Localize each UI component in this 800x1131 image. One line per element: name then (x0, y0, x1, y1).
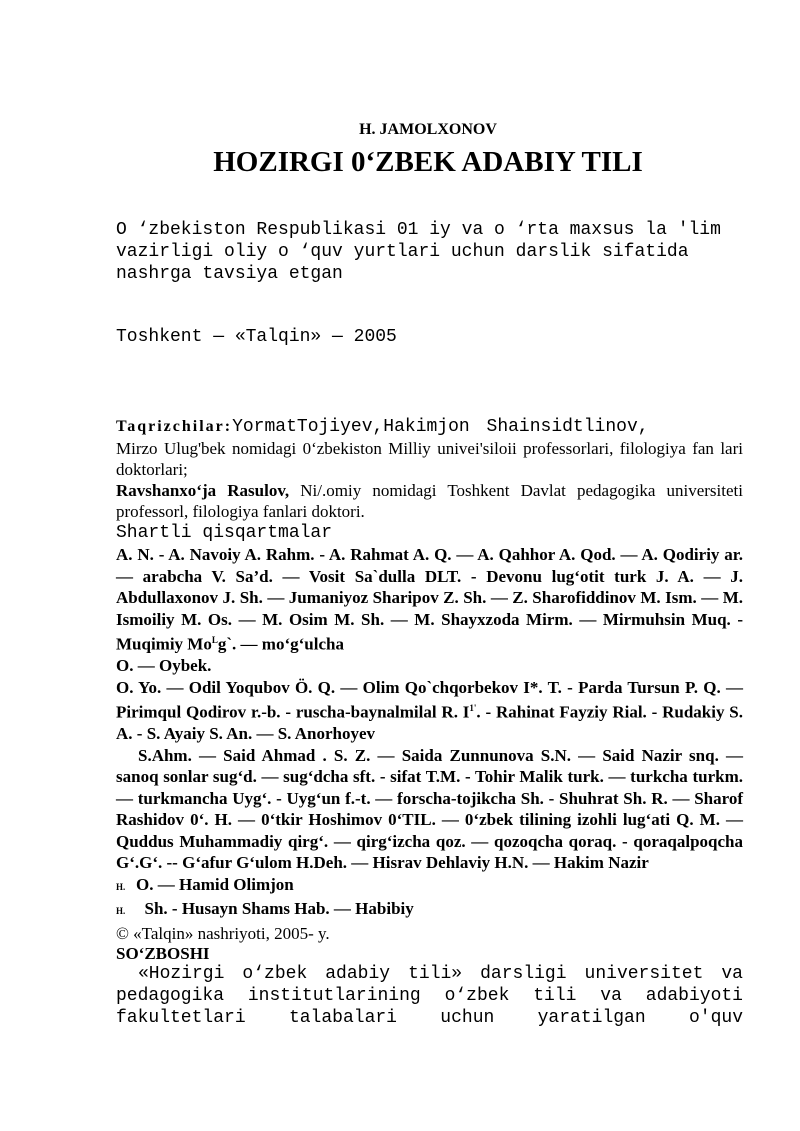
reviewers-names: YormatTojiyev,Hakimjon Shainsidtlinov, (232, 417, 649, 437)
preface-line-1: «Hozirgi o‘zbek adabiy tili» darsligi universitet va (138, 963, 743, 984)
preface-text (116, 963, 743, 1029)
abbreviations-paragraph-3: S.Ahm. — Said Ahmad . S. Z. — Saida Zunnunova S.N. — Said Nazir snq. — sanoq sonlar sug‘d. — sug‘dcha sft. - sifat T.M. - Tohir Malik turk. — turkcha turkm. — turkmancha Uyg‘. - Uyg‘un f.-t. — forscha-tojikcha Sh. - Shuhrat Sh. R. — Sharof Rashidov 0‘. H. — 0‘tkir Hoshimov 0‘TIL. — 0‘zbek tilining izohli lug‘ati Q. M. — Quddus Muhammadiy qirg‘. — qirg‘izcha qoz. — qozoqcha qoraq. - qoraqalpoqcha G‘.G‘. -- G‘afur G‘ulom H.Deh. — Hisrav Dehlaviy H.N. — Hakim Nazir (116, 745, 743, 873)
reviewer-2-name: Ravshanxo‘ja Rasulov, (116, 481, 290, 500)
abbreviations-hamid: H. O. — Hamid Olimjon (116, 874, 294, 894)
author-name: H. JAMOLXONOV (359, 121, 497, 138)
approval-note: O ‘zbekiston Respublikasi 01 iy va o ‘rta maxsus la 'lim vazirligi oliy o ‘quv yurtlari uchun darslik sifatida nashrga tavsiya etgan (116, 220, 721, 284)
reviewer-2-affiliation: Ni/.omiy nomidagi Toshkent Davlat pedagogika universiteti professorl, filologiya fanlari doktori. (116, 481, 743, 521)
preface-heading: SO‘ZBOSHI (116, 943, 210, 963)
reviewers-section (116, 414, 743, 522)
imprint-line: Toshkent — «Talqin» — 2005 (116, 327, 397, 347)
reviewers-line (116, 414, 743, 438)
reviewers-label: Taqrizchilar: (116, 418, 233, 435)
reviewers-affiliation-1: Mirzo Ulug'bek nomidagi 0‘zbekiston Milliy univei'siloii professorlari, filologiya fan lari doktorlari; (116, 439, 743, 479)
abbreviations-section (116, 522, 743, 1029)
preface-line-3: fakultetlari talabalari uchun yaratilgan o'quv (116, 1007, 743, 1028)
reviewer-2 (116, 480, 743, 522)
abbreviations-heading: Shartli qisqartmalar (116, 523, 333, 543)
preface-line-2: pedagogika institutlarining o‘zbek tili va adabiyoti (116, 985, 743, 1006)
abbreviations-oybek: O. — Oybek. (116, 656, 212, 676)
copyright-line: © «Talqin» nashriyoti, 2005- y. (116, 923, 330, 943)
abbreviations-paragraph-2: O. Yo. — Odil Yoqubov Ö. Q. — Olim Qo`chqorbekov I*. T. - Parda Tursun P. Q. — Pirimqul Qodirov r.-b. - ruscha-baynalmilal R. $I^{1'}$. - Rahinat Fayziy Rial. - Rudakiy S. A. - S. Ayaiy S. An. — S. Anorhoyev (116, 677, 743, 744)
abbreviations-husayn: H. Sh. - Husayn Shams Hab. — Habibiy (116, 899, 414, 919)
abbreviations-list (116, 544, 743, 923)
book-title: HOZIRGI 0‘ZBEK ADABIY TILI (213, 146, 643, 178)
abbreviations-paragraph-1: A. N. - A. Navoiy A. Rahm. - A. Rahmat A. Q. — A. Qahhor A. Qod. — A. Qodiriy ar. — arabcha V. Sa’d. — Vosit Sa`dulla DLT. - Devonu lug‘otit turk J. A. — J. Abdullaxonov J. Sh. — Jumaniyoz Sharipov Z. Sh. — Z. Sharofiddinov M. Ism. — M. Ismoiliy M. Os. — M. Osim M. Sh. — M. Shayxzoda Mirm. — Mirmuhsin Muq. - Muqimiy $Mo^Lg`$. — mo‘g‘ulcha (116, 545, 743, 654)
